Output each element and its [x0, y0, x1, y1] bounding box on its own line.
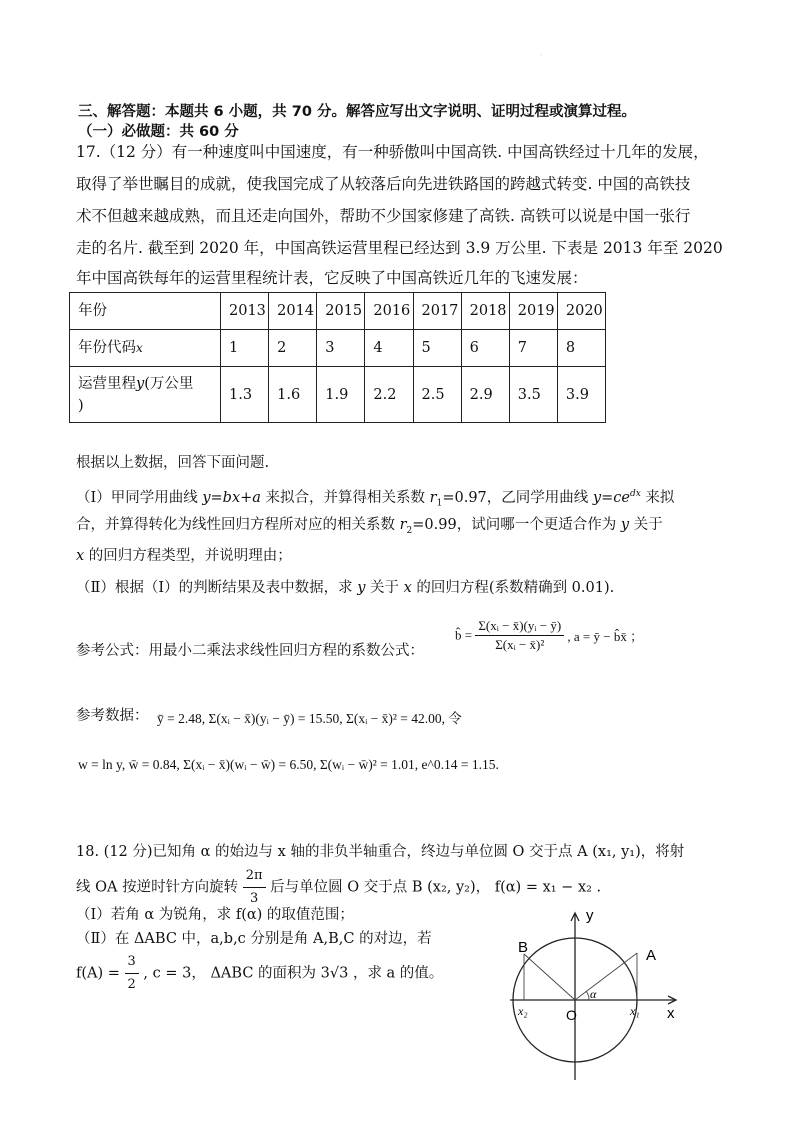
- table-row-codes: [70, 330, 606, 367]
- mileage-table: [69, 292, 606, 423]
- ref-formula-label: 参考公式：用最小二乘法求线性回归方程的系数公式：: [76, 643, 424, 659]
- q17-part1-line1: [76, 484, 674, 514]
- table-cell: 2019: [509, 293, 557, 330]
- text: 的回归方程(系数精确到 0.01).: [411, 580, 615, 596]
- q17-line4: 走的名片. 截至到 2020 年，中国高铁运营里程已经达到 3.9 万公里. 下表是 2013 年至 2020: [76, 239, 723, 257]
- label-alpha: α: [590, 987, 597, 1001]
- mileage-unit: (万公里: [144, 375, 194, 392]
- table-cell: 2.9: [461, 367, 509, 423]
- rotation-fraction: [243, 866, 266, 909]
- q17-line3: 术不但越来越成熟，而且还走向国外，帮助不少国家修建了高铁. 高铁可以说是中国一张行: [76, 207, 691, 225]
- formula-denominator: Σ(xᵢ − x̄)²: [495, 637, 545, 652]
- formula-linear: y=bx+a: [202, 489, 261, 506]
- label-x: x: [667, 1005, 675, 1022]
- subsection-heading: （一）必做题：共 60 分: [78, 124, 239, 140]
- code-var: x: [136, 341, 143, 355]
- q18-part2-line1: （Ⅱ）在 ΔABC 中，a,b,c 分别是角 A,B,C 的对边，若: [76, 931, 432, 947]
- table-cell: 1.9: [317, 367, 365, 423]
- fraction-denominator: 3: [249, 891, 259, 906]
- r1-sub: 1: [436, 498, 443, 509]
- mileage-var: y: [136, 375, 145, 392]
- label-x1: x₁: [630, 1004, 640, 1018]
- q17-line1: 17.（12 分）有一种速度叫中国速度，有一种骄傲叫中国高铁. 中国高铁经过十几年的发展，: [76, 143, 709, 161]
- label-x2: x₂: [518, 1004, 528, 1018]
- q18-part2-line2: [76, 952, 443, 995]
- table-cell: 6: [461, 330, 509, 367]
- text: 线 OA 按逆时针方向旋转: [76, 879, 239, 896]
- text: 合，并算得转化为线性回归方程所对应的相关系数: [76, 517, 400, 533]
- table-cell: 2017: [413, 293, 461, 330]
- angle-arc: [586, 991, 589, 1000]
- formula-tail: , a = ȳ − b̂x̄ ；: [567, 629, 644, 644]
- table-cell: 2016: [365, 293, 413, 330]
- ref-data-label: 参考数据：: [76, 708, 149, 724]
- table-cell: 3.9: [557, 367, 605, 423]
- text: 的回归方程类型，并说明理由；: [84, 548, 292, 564]
- label-y: y: [586, 907, 594, 924]
- text: （Ⅰ）甲同学用曲线: [76, 489, 203, 506]
- q17-part1-line2: [76, 515, 663, 541]
- table-cell: 3: [317, 330, 365, 367]
- ref-data-line1: ȳ = 2.48, Σ(xᵢ − x̄)(yᵢ − ȳ) = 15.50, Σ(xᵢ − x̄)² = 42.00, 令: [157, 711, 462, 726]
- table-cell: 2.2: [365, 367, 413, 423]
- text: , c = 3， ΔABC 的面积为 3√3 ，求 a 的值。: [143, 965, 444, 982]
- table-cell: 2020: [557, 293, 605, 330]
- text: 来拟合，并算得相关系数: [260, 489, 430, 506]
- y-var: y: [357, 580, 366, 596]
- x-var: x: [403, 580, 412, 596]
- q17-line5: 年中国高铁每年的运营里程统计表，它反映了中国高铁近几年的飞速发展：: [76, 269, 588, 287]
- text: 关于: [365, 580, 404, 596]
- text: （Ⅱ）根据（Ⅰ）的判断结果及表中数据，求: [76, 580, 358, 596]
- text: =0.99，试问哪一个更适合作为: [412, 517, 621, 533]
- ref-formula: [455, 618, 643, 653]
- q17-line2: 取得了举世瞩目的成就，使我国完成了从较落后向先进铁路国的跨越式转变. 中国的高铁技: [76, 175, 691, 193]
- table-cell: 2013: [221, 293, 269, 330]
- ref-data-line2: w = ln y, w̄ = 0.84, Σ(xᵢ − x̄)(wᵢ − w̄) = 6.50, Σ(wᵢ − w̄)² = 1.01, e^0.14 = 1.15.: [78, 757, 499, 772]
- table-cell: 2014: [269, 293, 317, 330]
- q18-line1: 18. (12 分)已知角 α 的始边与 x 轴的非负半轴重合，终边与单位圆 O 交于点 A (x₁, y₁)，将射: [76, 844, 685, 860]
- table-cell: 2015: [317, 293, 365, 330]
- unit-circle-figure: [500, 900, 700, 1080]
- fa-fraction: [125, 952, 139, 995]
- table-cell: 8: [557, 330, 605, 367]
- ray-OA: [575, 953, 637, 1000]
- q17-part2: [76, 578, 614, 598]
- table-cell: 2.5: [413, 367, 461, 423]
- y-var: y: [620, 517, 630, 533]
- label-A: A: [646, 947, 657, 964]
- formula-numerator: Σ(xᵢ − x̄)(yᵢ − ȳ): [475, 618, 564, 636]
- table-cell: 2: [269, 330, 317, 367]
- q17-part1-line3: [76, 546, 292, 566]
- table-row-mileage: [70, 367, 606, 423]
- table-header-code: [70, 330, 221, 367]
- table-cell: 4: [365, 330, 413, 367]
- fraction-numerator: 3: [125, 952, 139, 974]
- table-cell: 3.5: [509, 367, 557, 423]
- table-header-year: 年份: [70, 293, 221, 330]
- formula-fraction: [475, 618, 564, 653]
- r2-var: r: [399, 517, 407, 533]
- section-heading: 三、解答题：本题共 6 小题，共 70 分。解答应写出文字说明、证明过程或演算过程。: [78, 104, 636, 120]
- mileage-label: 运营里程: [78, 375, 136, 392]
- r1-var: r: [429, 489, 437, 506]
- text: f(A) =: [76, 965, 120, 982]
- top-dot: 、: [540, 50, 547, 57]
- code-label: 年份代码: [78, 340, 136, 356]
- table-header-mileage: [70, 367, 221, 423]
- table-cell: 7: [509, 330, 557, 367]
- label-B: B: [518, 939, 529, 956]
- mileage-unit-close: ): [78, 397, 84, 414]
- text: 来拟: [640, 489, 675, 506]
- b-hat: b̂ =: [455, 627, 473, 643]
- r2-sub: 2: [406, 525, 413, 536]
- x-var: x: [76, 548, 85, 564]
- table-cell: 1.6: [269, 367, 317, 423]
- fraction-denominator: 2: [127, 977, 136, 992]
- formula-exp: y=ce: [592, 489, 630, 506]
- text: =0.97，乙同学用曲线: [442, 489, 593, 506]
- label-O: O: [566, 1007, 577, 1023]
- q18-part1: （Ⅰ）若角 α 为锐角，求 f(α) 的取值范围；: [76, 907, 354, 923]
- table-row-years: [70, 293, 606, 330]
- table-cell: 2018: [461, 293, 509, 330]
- ray-OB: [524, 954, 575, 1000]
- fraction-numerator: 2π: [243, 866, 266, 888]
- exp-sup: dx: [629, 489, 641, 499]
- table-cell: 1.3: [221, 367, 269, 423]
- text: 关于: [629, 517, 663, 533]
- text: 后与单位圆 O 交于点 B (x₂, y₂)， f(α) = x₁ − x₂ .: [270, 879, 602, 896]
- table-cell: 5: [413, 330, 461, 367]
- q17-after-table: 根据以上数据，回答下面问题.: [76, 455, 270, 471]
- table-cell: 1: [221, 330, 269, 367]
